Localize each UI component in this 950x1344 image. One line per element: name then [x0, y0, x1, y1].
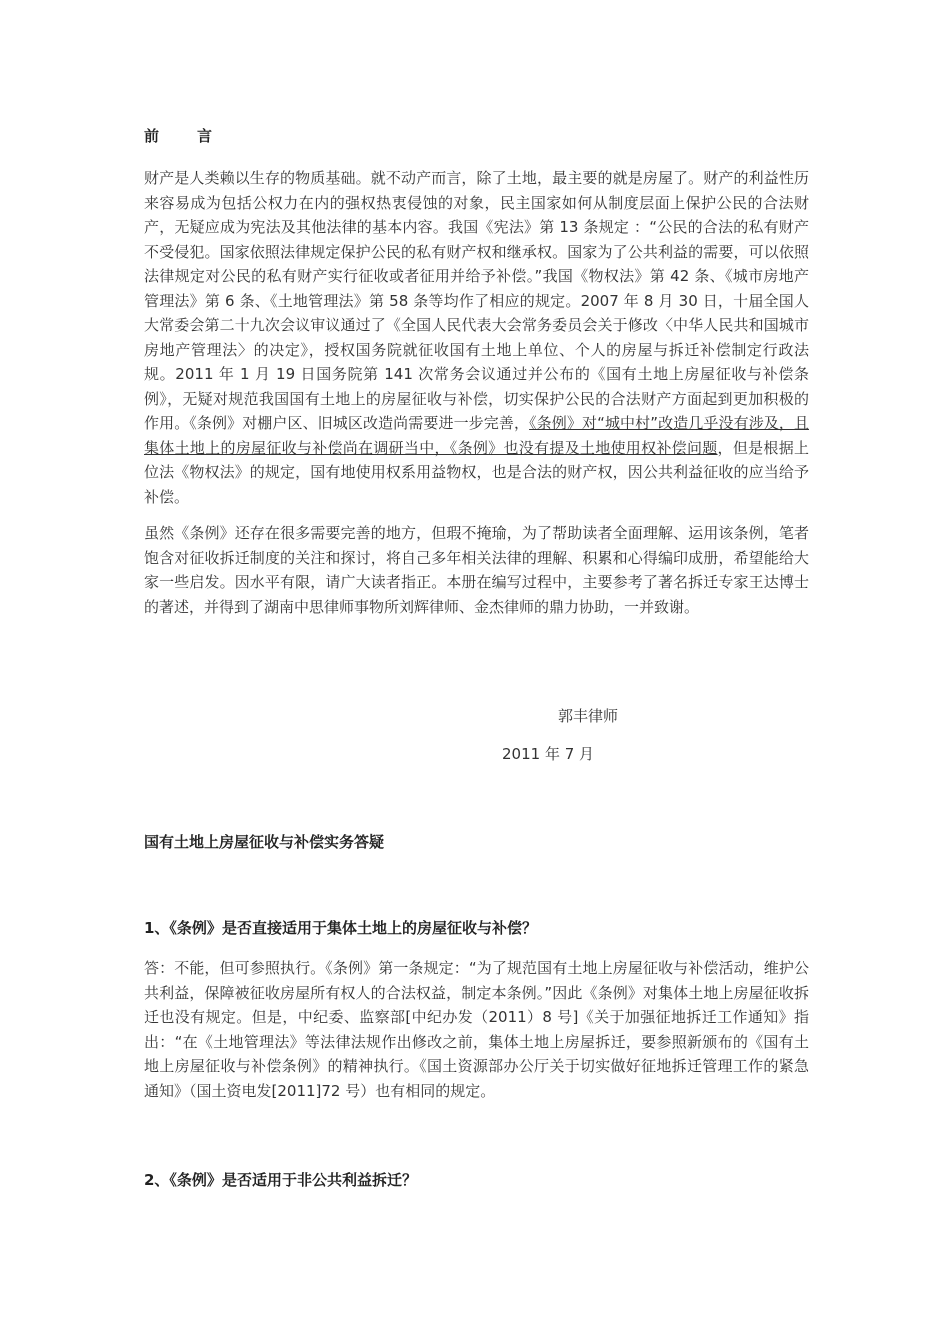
- document-content: [144, 122, 809, 1189]
- question-1-answer-block: [144, 956, 809, 1115]
- preface-title: [144, 122, 809, 150]
- section-title: 国有土地上房屋征收与补偿实务答疑: [144, 833, 385, 851]
- signature-name: 郭丰律师: [558, 707, 619, 725]
- preface-title-right: 言: [197, 127, 213, 145]
- question-1-title: 1、《条例》是否直接适用于集体土地上的房屋征收与补偿？: [144, 919, 537, 937]
- preface-paragraph-1-part-a: 财产是人类赖以生存的物质基础。就不动产而言，除了土地，最主要的就是房屋了。财产的利益性历来容易成为包括公权力在内的强权热衷侵蚀的对象，民主国家如何从制度层面上保护公民的合法财产，无疑应成为宪法及其他法律的基本内容。我国《宪法》第 13 条规定 ：“公民的合法的私有财产不受侵犯。国家依照法律规定保护公民的私有财产权和继承权。国家为了公共利益的需要，可以依照法律规定对公民的私有财产实行征收或者征用并给予补偿。”我国《物权法》第 42 条、《城市房地产管理法》第 6 条、《土地管理法》第 58 条等均作了相应的规定。2007 年 8 月 30 日，十届全国人大常委会第二十九次会议审议通过了《全国人民代表大会常务委员会关于修改〈中华人民共和国城市房地产管理法〉的决定》，授权国务院就征收国有土地上单位、个人的房屋与拆迁补偿制定行政法规。2011 年 1 月 19 日国务院第 141 次常务会议通过并公布的《国有土地上房屋征收与补偿条例》，无疑对规范我国国有土地上的房屋征收与补偿，切实保护公民的合法财产方面起到更加积极的作用。《条例》对棚户区、旧城区改造尚需要进一步完善，: [144, 169, 809, 432]
- question-2-title: 2、《条例》是否适用于非公共利益拆迁？: [144, 1171, 417, 1189]
- question-1-answer: 答：不能，但可参照执行。《条例》第一条规定：“为了规范国有土地上房屋征收与补偿活动，维护公共利益，保障被征收房屋所有权人的合法权益，制定本条例。”因此《条例》对集体土地上房屋征收拆迁也没有规定。但是，中纪委、监察部[中纪办发（2011）8 号]《关于加强征地拆迁工作通知》指出：“在《土地管理法》等法律法规作出修改之前，集体土地上房屋拆迁，要参照新颁布的《国有土地上房屋征收与补偿条例》的精神执行。《国土资源部办公厅关于切实做好征地拆迁管理工作的紧急通知》（国土资电发[2011]72 号）也有相同的规定。: [144, 959, 809, 1100]
- preface-paragraph-1-part-b: ，但是根据上位法《物权法》的规定，国有地使用权系用益物权，也是合法的财产权，因公共利益征收的应当给予补偿。: [144, 438, 809, 506]
- preface-paragraph-1-underlined: 《条例》对“城中村”改造几乎没有涉及，且集体土地上的房屋征收与补偿尚在调研当中，《条例》也没有提及土地使用权补偿问题: [144, 414, 809, 457]
- preface-paragraph-1: [144, 166, 809, 509]
- preface-paragraph-2: 虽然《条例》还存在很多需要完善的地方，但瑕不掩瑜，为了帮助读者全面理解、运用该条例，笔者饱含对征收拆迁制度的关注和探讨，将自己多年相关法律的理解、积累和心得编印成册，希望能给大家一些启发。因水平有限，请广大读者指正。本册在编写过程中，主要参考了著名拆迁专家王达博士的著述，并得到了湖南中思律师事物所刘辉律师、金杰律师的鼎力协助，一并致谢。: [144, 524, 809, 616]
- signature-date: 2011 年 7 月: [502, 745, 595, 763]
- preface-title-left: 前: [144, 127, 160, 145]
